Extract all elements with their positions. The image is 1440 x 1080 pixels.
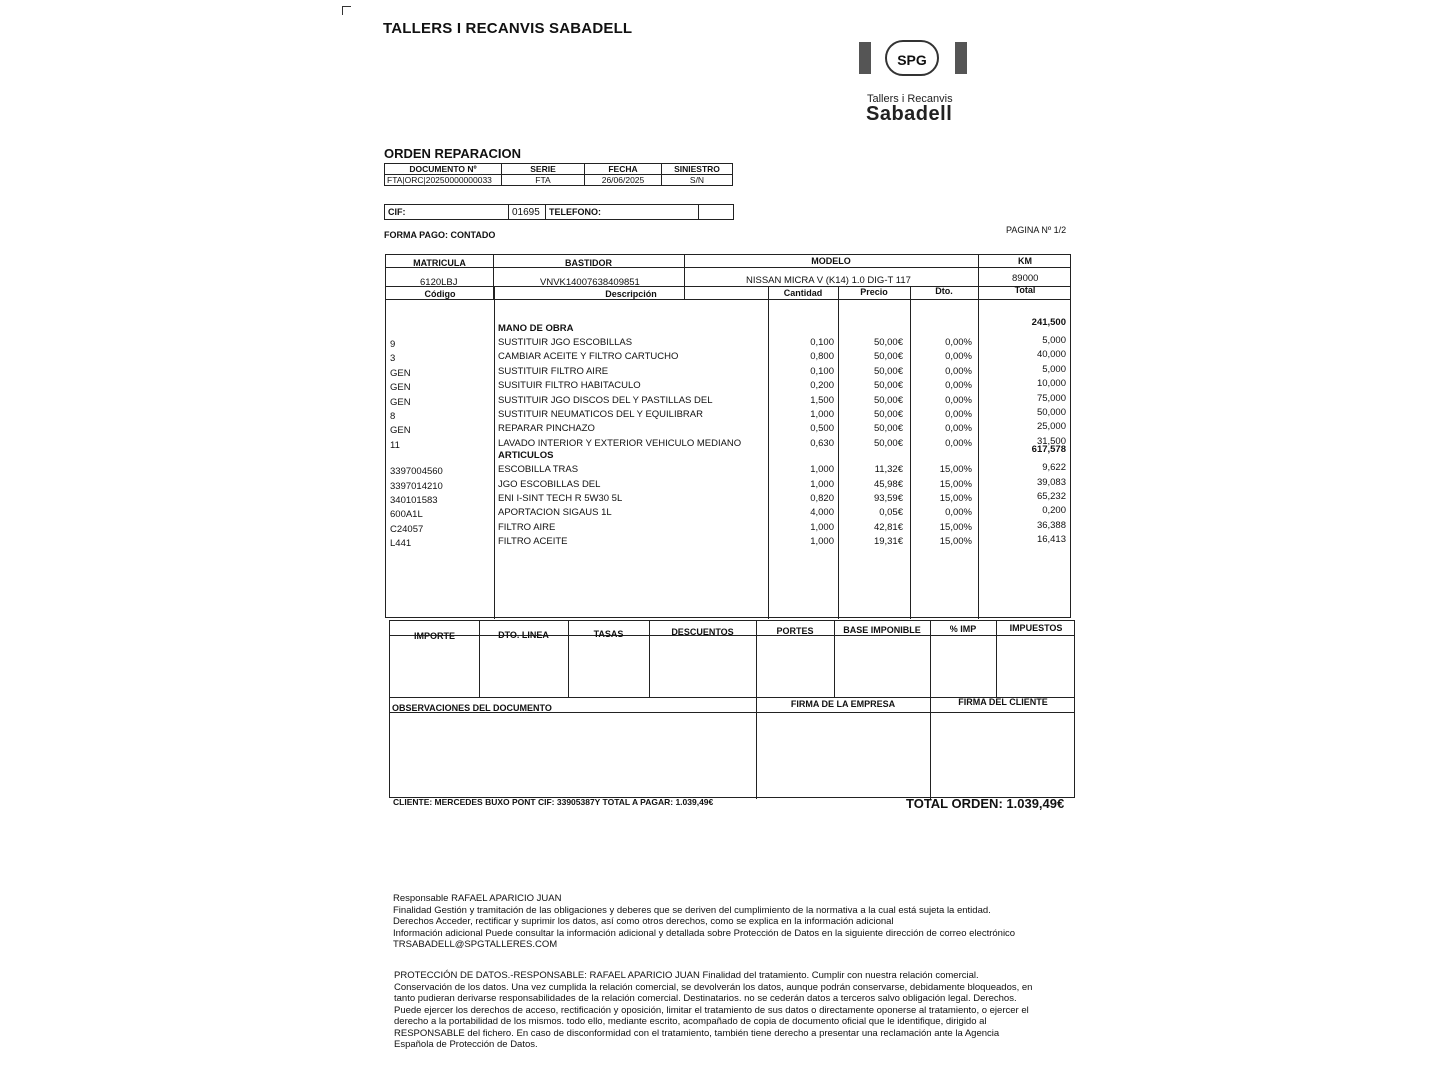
data-protection-notice	[394, 970, 1032, 1051]
legal-line: PROTECCIÓN DE DATOS.-RESPONSABLE: RAFAEL APARICIO JUAN Finalidad del tratamiento. Cumplir con nuestra relación comercial.	[394, 970, 979, 981]
item-total: 25,000	[1036, 421, 1066, 433]
item-price: 0,05€	[879, 507, 903, 519]
item-total: 0,200	[1042, 505, 1066, 517]
item-quantity: 0,100	[810, 365, 834, 377]
col-total: Total	[1014, 285, 1036, 295]
summary-header-taxes: TASAS	[593, 629, 624, 639]
section-total: 617,578	[1031, 444, 1066, 456]
item-total: 10,000	[1036, 378, 1066, 390]
logo-badge: SPG	[885, 40, 939, 76]
summary-table	[389, 620, 1075, 798]
col-description: Descripción	[605, 289, 657, 299]
item-quantity: 0,500	[810, 423, 834, 435]
item-price: 45,98€	[873, 478, 903, 490]
item-discount: 15,00%	[939, 478, 972, 490]
item-code: 9	[390, 339, 396, 350]
item-description: FILTRO AIRE	[498, 521, 556, 533]
summary-header-amount: IMPORTE	[413, 631, 455, 641]
item-quantity: 0,630	[810, 437, 834, 449]
item-code: GEN	[390, 382, 411, 394]
item-discount: 0,00%	[945, 507, 972, 519]
legal-line: tanto pudieran derivarse responsabilidades de la relación comercial. Destinatarios. no se cederán datos a terceros salvo obligación legal. Derechos.	[394, 993, 1017, 1004]
cif-box	[384, 204, 734, 220]
doc-series: FTA	[502, 175, 585, 186]
item-discount: 15,00%	[939, 464, 972, 476]
item-total: 50,000	[1036, 407, 1066, 418]
item-code: 600A1L	[390, 509, 423, 521]
cif-label: CIF:	[388, 207, 406, 217]
item-total: 36,388	[1036, 519, 1066, 531]
item-description: APORTACION SIGAUS 1L	[498, 507, 612, 519]
document-header-table	[384, 163, 733, 186]
item-code: 3397004560	[390, 466, 443, 478]
item-description: SUSTITUIR NEUMATICOS DEL Y EQUILIBRAR	[498, 409, 703, 420]
item-description: SUSTITUIR JGO DISCOS DEL Y PASTILLAS DEL	[498, 394, 713, 406]
col-discount: Dto.	[935, 286, 953, 296]
doc-number: FTA|ORC|20250000000033	[385, 175, 502, 186]
legal-line: Conservación de los datos. Una vez cumplida la relación comercial, se devolverán los datos, aunque podrán conservarse, debidamente bloqueados, en	[394, 981, 1033, 993]
item-quantity: 1,000	[810, 464, 834, 476]
item-quantity: 4,000	[810, 507, 834, 519]
item-quantity: 0,200	[810, 380, 834, 392]
summary-header-tax-pct: % IMP	[949, 624, 977, 634]
item-description: SUSTITUIR JGO ESCOBILLAS	[498, 337, 633, 348]
item-price: 50,00€	[873, 423, 903, 435]
summary-header-line-discount: DTO. LINEA	[498, 630, 549, 640]
cif-value: 01695	[512, 207, 540, 218]
item-description: ENI I-SINT TECH R 5W30 5L	[498, 493, 623, 504]
vehicle-vin: VNVK14007638409851	[540, 277, 640, 288]
item-code: GEN	[390, 367, 411, 379]
scan-corner-mark	[342, 6, 351, 15]
item-total: 5,000	[1042, 335, 1066, 346]
doc-claim: S/N	[662, 175, 733, 186]
summary-header-shipping: PORTES	[776, 626, 814, 636]
col-quantity: Cantidad	[783, 288, 823, 298]
item-description: SUSITUIR FILTRO HABITACULO	[498, 380, 641, 392]
page-number: PAGINA Nº 1/2	[1006, 225, 1067, 235]
vehicle-km: 89000	[1012, 273, 1039, 284]
item-code: L441	[390, 538, 412, 550]
item-description: ESCOBILLA TRAS	[498, 464, 579, 476]
company-signature-label: FIRMA DE LA EMPRESA	[790, 699, 896, 709]
item-code: 3397014210	[390, 480, 443, 492]
item-price: 42,81€	[873, 521, 903, 533]
summary-header-discounts: DESCUENTOS	[671, 627, 734, 637]
legal-line: Derechos Acceder, rectificar y suprimir los datos, así como otros derechos, como se explica en la información adicional	[393, 916, 894, 927]
item-description: FILTRO ACEITE	[498, 536, 568, 548]
item-description: SUSTITUIR FILTRO AIRE	[498, 365, 609, 377]
item-total: 5,000	[1042, 363, 1066, 375]
item-total: 75,000	[1036, 392, 1066, 404]
item-quantity: 0,100	[810, 337, 834, 348]
summary-header-tax-amount: IMPUESTOS	[1009, 623, 1063, 633]
item-discount: 0,00%	[945, 337, 972, 348]
company-name: TALLERS I RECANVIS SABADELL	[383, 20, 633, 37]
item-quantity: 1,500	[810, 394, 834, 406]
spg-logo	[855, 38, 973, 78]
item-discount: 0,00%	[945, 409, 972, 420]
item-price: 50,00€	[873, 351, 903, 363]
item-total: 40,000	[1036, 349, 1066, 361]
item-discount: 0,00%	[945, 394, 972, 406]
item-discount: 15,00%	[939, 536, 972, 548]
item-description: CAMBIAR ACEITE Y FILTRO CARTUCHO	[498, 351, 679, 363]
item-price: 50,00€	[873, 394, 903, 406]
legal-line: Puede ejercer los derechos de acceso, rectificación y oposición, limitar el tratamiento de sus datos o directamente oponerse al tratamiento, o ejercer el	[394, 1004, 1029, 1016]
item-price: 50,00€	[873, 365, 903, 377]
doc-header-col: SERIE	[502, 164, 585, 175]
item-code: GEN	[390, 396, 411, 408]
item-quantity: 0,820	[810, 493, 834, 504]
item-price: 11,32€	[874, 464, 903, 476]
vehicle-model: NISSAN MICRA V (K14) 1.0 DIG-T 117	[746, 275, 911, 286]
legal-line: Finalidad Gestión y tramitación de las obligaciones y deberes que se deriven del cumplimiento de la normativa a la cual está sujeta la entidad.	[393, 904, 991, 916]
item-code: 11	[390, 439, 400, 451]
summary-header-tax-base: BASE IMPONIBLE	[843, 625, 921, 635]
legal-line: derecho a la portabilidad de los mismos. todo ello, mediante escrito, acompañado de copia de documento oficial que le identifique, dirigido al	[394, 1016, 987, 1027]
item-total: 39,083	[1036, 476, 1066, 488]
total-order: TOTAL ORDEN: 1.039,49€	[906, 796, 1065, 811]
vehicle-plate: 6120LBJ	[420, 277, 458, 288]
item-discount: 15,00%	[939, 521, 972, 533]
item-price: 50,00€	[873, 337, 903, 348]
item-total: 65,232	[1036, 491, 1066, 502]
item-quantity: 1,000	[810, 521, 834, 533]
vehicle-header-model: MODELO	[811, 256, 851, 266]
item-discount: 0,00%	[945, 365, 972, 377]
legal-line: Responsable RAFAEL APARICIO JUAN	[393, 893, 562, 904]
doc-header-col: DOCUMENTO Nº	[385, 164, 502, 175]
item-discount: 0,00%	[945, 351, 972, 363]
payment-method: FORMA PAGO: CONTADO	[384, 230, 496, 240]
item-total: 9,622	[1042, 462, 1066, 474]
section-title: MANO DE OBRA	[498, 323, 574, 334]
logo-right-bar	[955, 42, 967, 74]
item-code: GEN	[390, 425, 411, 437]
client-summary-line: CLIENTE: MERCEDES BUXO PONT CIF: 33905387Y TOTAL A PAGAR: 1.039,49€	[393, 797, 714, 807]
item-price: 50,00€	[873, 409, 903, 420]
item-price: 19,31€	[873, 536, 903, 548]
items-table	[385, 254, 1071, 618]
item-description: LAVADO INTERIOR Y EXTERIOR VEHICULO MEDIANO	[498, 437, 742, 449]
item-total: 16,413	[1036, 534, 1066, 546]
vehicle-header-plate: MATRICULA	[413, 258, 466, 268]
privacy-summary	[393, 893, 1015, 951]
legal-line: Española de Protección de Datos.	[394, 1039, 538, 1050]
legal-line: Información adicional Puede consultar la información adicional y detallada sobre Protección de Datos en la siguiente dirección de correo electrónico	[393, 927, 1016, 939]
vehicle-header-vin: BASTIDOR	[565, 258, 612, 268]
item-discount: 0,00%	[945, 437, 972, 449]
phone-label: TELEFONO:	[549, 207, 601, 217]
client-signature-label: FIRMA DEL CLIENTE	[958, 697, 1048, 707]
legal-line: TRSABADELL@SPGTALLERES.COM	[393, 939, 558, 950]
logo-left-bar	[859, 42, 871, 74]
doc-header-col: SINIESTRO	[662, 164, 733, 175]
item-quantity: 1,000	[810, 478, 834, 490]
section-title: ARTICULOS	[498, 450, 554, 462]
item-code: 340101583	[390, 495, 438, 506]
observations-label: OBSERVACIONES DEL DOCUMENTO	[392, 703, 552, 713]
item-discount: 0,00%	[945, 380, 972, 392]
item-discount: 15,00%	[939, 493, 972, 504]
doc-header-col: FECHA	[585, 164, 662, 175]
col-code: Código	[424, 289, 456, 299]
logo-subtitle: Tallers i Recanvis	[867, 93, 953, 105]
item-code: C24057	[390, 523, 424, 535]
item-quantity: 1,000	[810, 536, 834, 548]
vehicle-header-km: KM	[1018, 256, 1032, 266]
item-code: 8	[390, 411, 396, 422]
item-discount: 0,00%	[945, 423, 972, 435]
logo-name: Sabadell	[866, 103, 953, 125]
item-total: 31,500	[1036, 435, 1066, 447]
item-price: 50,00€	[873, 437, 903, 449]
item-description: JGO ESCOBILLAS DEL	[498, 478, 601, 490]
item-quantity: 0,800	[810, 351, 834, 363]
section-total: 241,500	[1031, 317, 1066, 328]
legal-line: RESPONSABLE del fichero. En caso de disconformidad con el tratamiento, también tiene derecho a presentar una reclamación ante la Agencia	[394, 1027, 1000, 1039]
item-quantity: 1,000	[810, 409, 834, 420]
item-price: 50,00€	[873, 380, 903, 392]
document-title: ORDEN REPARACION	[384, 146, 521, 161]
item-description: REPARAR PINCHAZO	[498, 423, 595, 435]
doc-date: 26/06/2025	[585, 175, 662, 186]
item-code: 3	[390, 353, 396, 365]
item-price: 93,59€	[873, 493, 903, 504]
col-price: Precio	[860, 287, 888, 297]
